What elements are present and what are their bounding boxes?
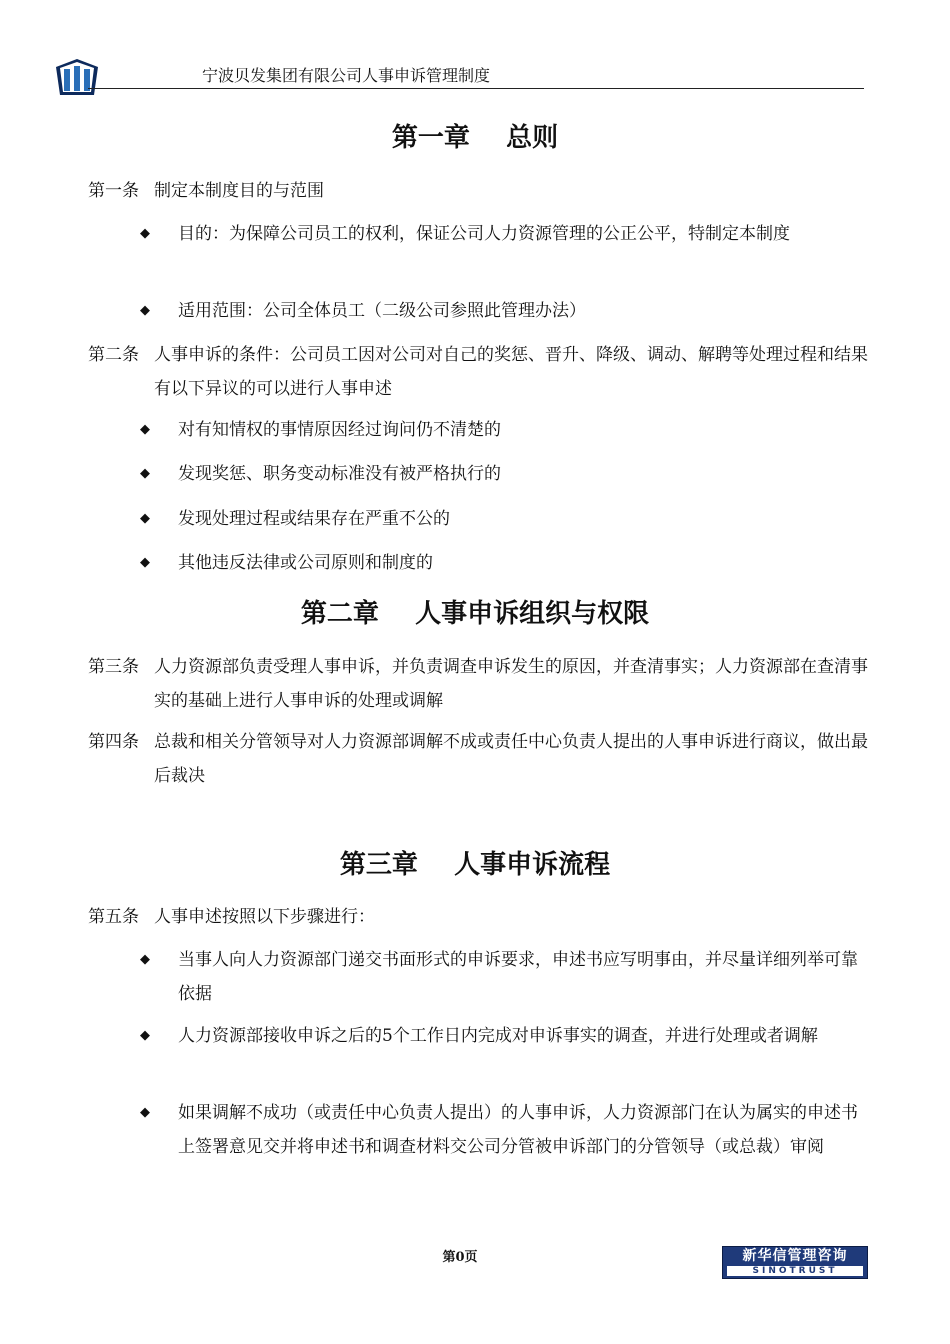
- bullet-item: [140, 1096, 868, 1164]
- chapter-title: 第三章 人事申诉流程: [339, 850, 611, 880]
- bullet-text: 目的：为保障公司员工的权利，保证公司人力资源管理的公正公平，特制定本制度: [178, 224, 790, 244]
- bullet-item: [140, 413, 868, 447]
- bullet-item: [140, 546, 868, 580]
- chapter-title: 第二章 人事申诉组织与权限: [300, 599, 650, 629]
- article: [88, 174, 868, 208]
- article: [88, 900, 868, 934]
- sinotrust-logo: [722, 1246, 868, 1279]
- header-title: 宁波贝发集团有限公司人事申诉管理制度: [202, 66, 491, 85]
- header-rule: [88, 88, 864, 89]
- bullet-text: 其他违反法律或公司原则和制度的: [178, 553, 433, 573]
- brand-name-cn: 新华信管理咨询: [742, 1248, 848, 1264]
- article-text: 总裁和相关分管领导对人力资源部调解不成或责任中心负责人提出的人事申诉进行商议，做出最后裁决: [154, 732, 868, 786]
- article-number: 第五条: [88, 907, 139, 927]
- bullet-text: 当事人向人力资源部门递交书面形式的申诉要求，申述书应写明事由，并尽量详细列举可靠依据: [178, 950, 858, 1004]
- diamond-bullet-icon: ◆: [140, 1105, 150, 1120]
- article: [88, 725, 868, 793]
- company-logo-icon: [54, 57, 100, 97]
- article-number: 第一条: [88, 181, 139, 201]
- article-text: 人事申诉的条件：公司员工因对公司对自己的奖惩、晋升、降级、调动、解聘等处理过程和结果有以下异议的可以进行人事申述: [154, 345, 868, 399]
- diamond-bullet-icon: ◆: [140, 422, 150, 437]
- article-number: 第二条: [88, 345, 139, 365]
- article-text: 人力资源部负责受理人事申诉，并负责调查申诉发生的原因，并查清事实；人力资源部在查清事实的基础上进行人事申诉的处理或调解: [154, 657, 868, 711]
- bullet-text: 发现奖惩、职务变动标准没有被严格执行的: [178, 464, 501, 484]
- bullet-text: 对有知情权的事情原因经过询问仍不清楚的: [178, 420, 501, 440]
- bullet-text: 如果调解不成功（或责任中心负责人提出）的人事申诉，人力资源部门在认为属实的申述书上签署意见交并将申述书和调查材料交公司分管被申诉部门的分管领导（或总裁）审阅: [178, 1103, 858, 1157]
- bullet-item: [140, 217, 868, 251]
- diamond-bullet-icon: ◆: [140, 511, 150, 526]
- diamond-bullet-icon: ◆: [140, 303, 150, 318]
- diamond-bullet-icon: ◆: [140, 466, 150, 481]
- article-number: 第三条: [88, 657, 139, 677]
- article: [88, 338, 868, 406]
- article-text: 人事申述按照以下步骤进行：: [154, 907, 375, 927]
- brand-name-en: SINOTRUST: [727, 1266, 863, 1276]
- bullet-text: 发现处理过程或结果存在严重不公的: [178, 509, 450, 529]
- diamond-bullet-icon: ◆: [140, 226, 150, 241]
- bullet-item: [140, 294, 868, 328]
- bullet-text: 适用范围：公司全体员工（二级公司参照此管理办法）: [178, 301, 586, 321]
- bullet-item: [140, 502, 868, 536]
- bullet-item: [140, 457, 868, 491]
- bullet-text: 人力资源部接收申诉之后的5个工作日内完成对申诉事实的调查，并进行处理或者调解: [178, 1026, 818, 1046]
- diamond-bullet-icon: ◆: [140, 555, 150, 570]
- bullet-item: [140, 1019, 868, 1053]
- diamond-bullet-icon: ◆: [140, 952, 150, 967]
- page-number: 第0页: [442, 1250, 478, 1265]
- bullet-item: [140, 943, 868, 1011]
- diamond-bullet-icon: ◆: [140, 1028, 150, 1043]
- article: [88, 650, 868, 718]
- chapter-title: 第一章 总则: [391, 123, 559, 153]
- article-text: 制定本制度目的与范围: [154, 181, 324, 201]
- article-number: 第四条: [88, 732, 139, 752]
